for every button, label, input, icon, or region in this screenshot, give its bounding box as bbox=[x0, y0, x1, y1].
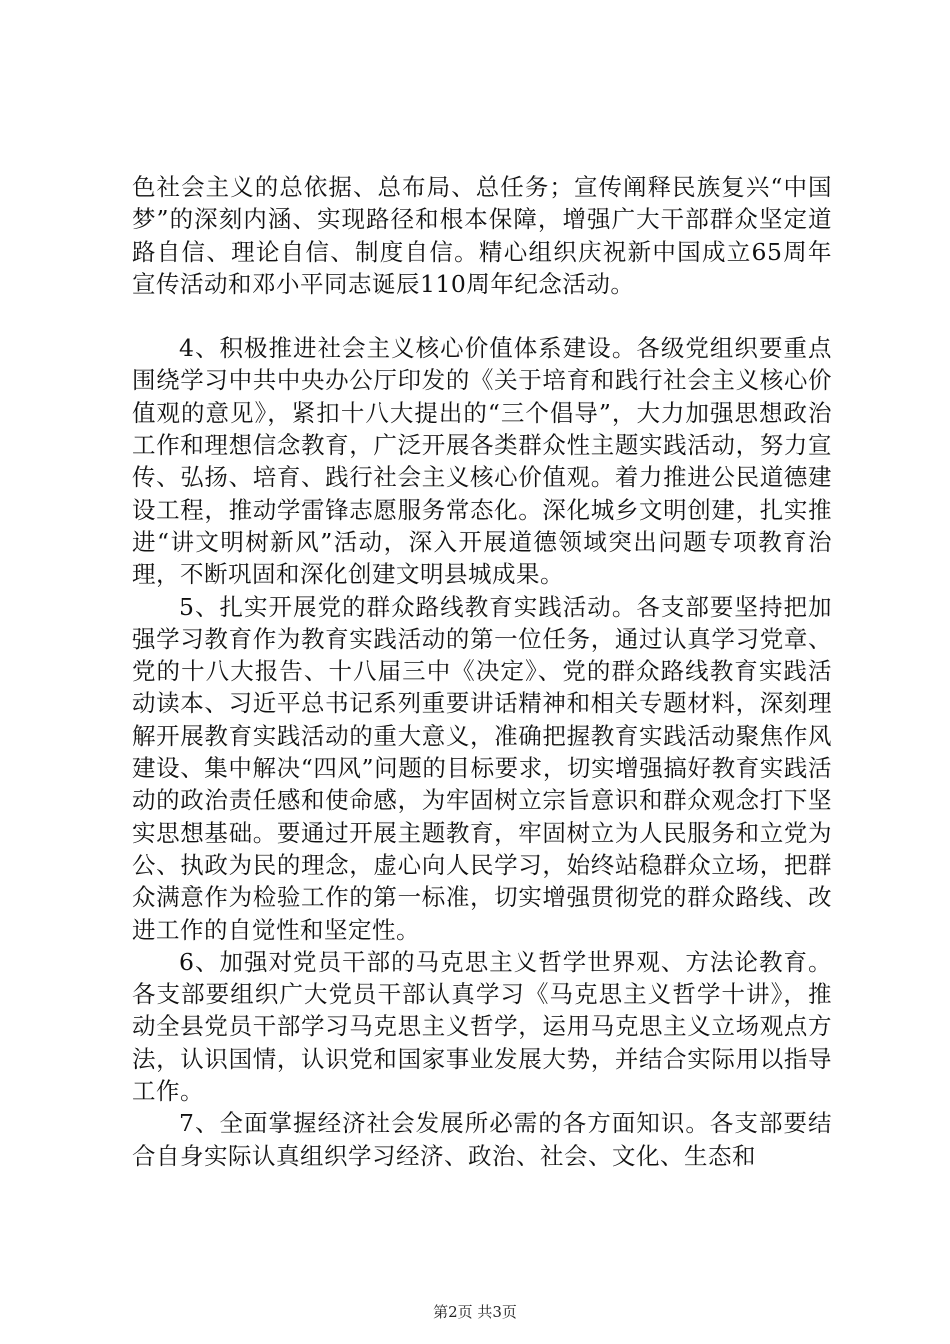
paragraph-item-4: 4、积极推进社会主义核心价值体系建设。各级党组织要重点围绕学习中共中央办公厅印发的《关于培育和践行社会主义核心价值观的意见》，紧扣十八大提出的“三个倡导”，大力加强思想政治工作和理想信念教育，广泛开展各类群众性主题实践活动，努力宣传、弘扬、培育、践行社会主义核心价值观。着力推进公民道德建设工程，推动学雷锋志愿服务常态化。深化城乡文明创建，扎实推进“讲文明树新风”活动，深入开展道德领域突出问题专项教育治理，不断巩固和深化创建文明县城成果。 bbox=[132, 334, 832, 589]
paragraph-gap bbox=[132, 300, 832, 332]
document-body bbox=[132, 171, 832, 1172]
paragraph-item-5: 5、扎实开展党的群众路线教育实践活动。各支部要坚持把加强学习教育作为教育实践活动的第一位任务，通过认真学习党章、党的十八大报告、十八届三中《决定》、党的群众路线教育实践活动读本、习近平总书记系列重要讲话精神和相关专题材料，深刻理解开展教育实践活动的重大意义，准确把握教育实践活动聚焦作风建设、集中解决“四风”问题的目标要求，切实增强搞好教育实践活动的政治责任感和使命感，为牢固树立宗旨意识和群众观念打下坚实思想基础。要通过开展主题教育，牢固树立为人民服务和立党为公、执政为民的理念，虚心向人民学习，始终站稳群众立场，把群众满意作为检验工作的第一标准，切实增强贯彻党的群众路线、改进工作的自觉性和坚定性。 bbox=[132, 592, 832, 944]
paragraph-continuation: 色社会主义的总依据、总布局、总任务；宣传阐释民族复兴“中国梦”的深刻内涵、实现路径和根本保障，增强广大干部群众坚定道路自信、理论自信、制度自信。精心组织庆祝新中国成立65周年宣传活动和邓小平同志诞辰110周年纪念活动。 bbox=[132, 173, 832, 298]
page-footer: 第2页 共3页 bbox=[433, 1303, 517, 1321]
paragraph-item-6: 6、加强对党员干部的马克思主义哲学世界观、方法论教育。各支部要组织广大党员干部认真学习《马克思主义哲学十讲》，推动全县党员干部学习马克思主义哲学，运用马克思主义立场观点方法，认识国情，认识党和国家事业发展大势，并结合实际用以指导工作。 bbox=[132, 947, 832, 1106]
paragraph-item-7: 7、全面掌握经济社会发展所必需的各方面知识。各支部要结合自身实际认真组织学习经济、政治、社会、文化、生态和 bbox=[132, 1109, 832, 1170]
